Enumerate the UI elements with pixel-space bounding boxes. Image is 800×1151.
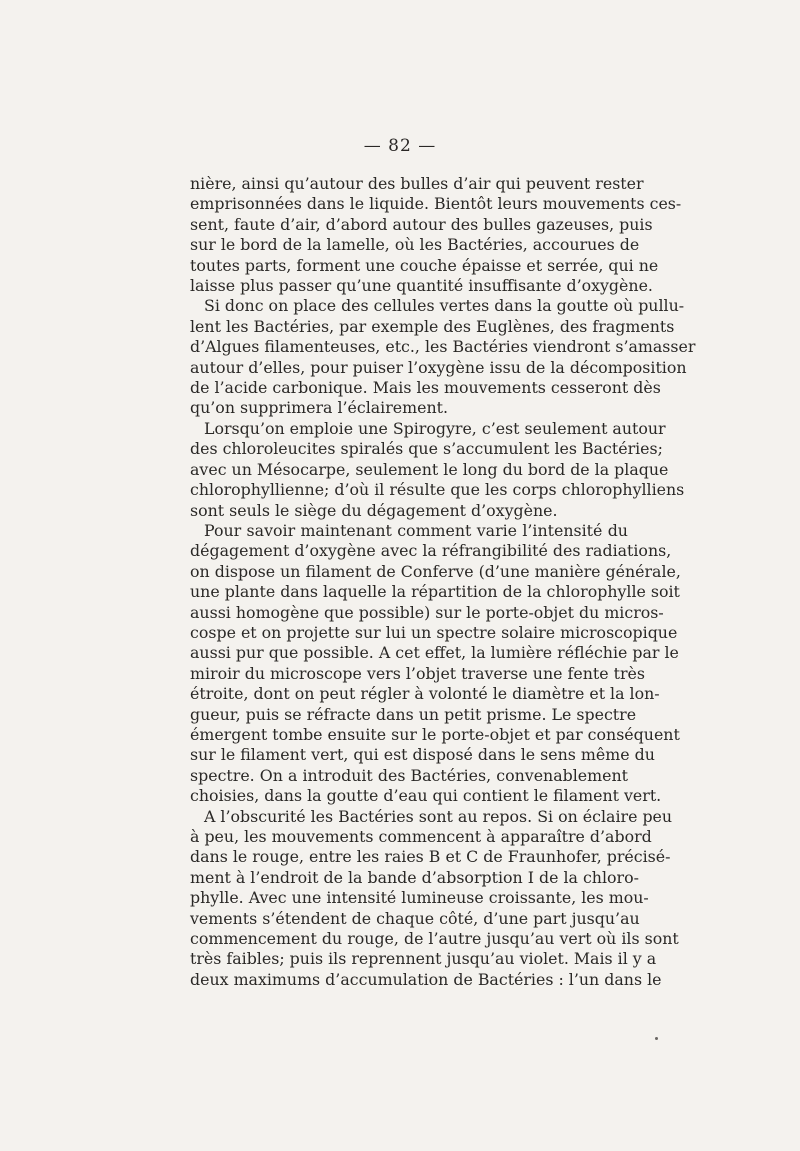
text-line: choisies, dans la goutte d’eau qui contient le filament vert.: [190, 786, 662, 806]
text-line: à peu, les mouvements commencent à apparaître d’abord: [190, 827, 652, 846]
text-line: spectre. On a introduit des Bactéries, convenablement: [190, 765, 628, 785]
text-line: vements s’étendent de chaque côté, d’une part jusqu’au: [190, 908, 640, 928]
text-line: qu’on supprimera l’éclairement.: [190, 398, 449, 418]
text-line: toutes parts, forment une couche épaisse et serrée, qui ne: [190, 255, 659, 275]
text-line: phylle. Avec une intensité lumineuse croissante, les mou-: [190, 888, 649, 908]
text-line: de l’acide carbonique. Mais les mouvements cesseront dès: [190, 378, 661, 398]
text-line: une plante dans laquelle la répartition de la chlorophylle soit: [190, 582, 680, 602]
text-line: Pour savoir maintenant comment varie l’intensité du: [204, 520, 628, 540]
body-text: [190, 174, 696, 990]
paper-speck: [655, 1037, 658, 1040]
text-line: Lorsqu’on emploie une Spirogyre, c’est seulement autour: [204, 418, 666, 438]
text-line: ment à l’endroit de la bande d’absorption I de la chloro-: [190, 867, 639, 887]
text-line: A l’obscurité les Bactéries sont au repos. Si on éclaire peu: [204, 806, 673, 826]
text-line: lent les Bactéries, par exemple des Euglènes, des fragments: [190, 316, 675, 336]
text-line: étroite, dont on peut régler à volonté le diamètre et la lon-: [190, 684, 660, 704]
text-line: aussi pur que possible. A cet effet, la lumière réfléchie par le: [190, 643, 679, 663]
text-line: sent, faute d’air, d’abord autour des bulles gazeuses, puis: [190, 214, 653, 234]
text-line: miroir du microscope vers l’objet traverse une fente très: [190, 663, 645, 683]
text-line: Si donc on place des cellules vertes dans la goutte où pullu-: [204, 296, 685, 316]
text-line: nière, ainsi qu’autour des bulles d’air qui peuvent rester: [190, 174, 644, 193]
text-line: gueur, puis se réfracte dans un petit prisme. Le spectre: [190, 704, 637, 724]
text-line: chlorophyllienne; d’où il résulte que les corps chlorophylliens: [190, 480, 685, 500]
text-line: très faibles; puis ils reprennent jusqu’au violet. Mais il y a: [190, 949, 657, 969]
text-line: sont seuls le siège du dégagement d’oxygène.: [190, 500, 558, 520]
text-line: laisse plus passer qu’une quantité insuffisante d’oxygène.: [190, 276, 653, 296]
text-line: sur le bord de la lamelle, où les Bactéries, accourues de: [190, 235, 640, 255]
text-line: emprisonnées dans le liquide. Bientôt leurs mouvements ces-: [190, 194, 682, 214]
text-line: dégagement d’oxygène avec la réfrangibilité des radiations,: [190, 541, 672, 561]
text-line: sur le filament vert, qui est disposé dans le sens même du: [190, 745, 655, 765]
text-line: des chloroleucites spiralés que s’accumulent les Bactéries;: [190, 439, 663, 459]
text-line: on dispose un filament de Conferve (d’une manière générale,: [190, 561, 681, 581]
text-line: autour d’elles, pour puiser l’oxygène issu de la décomposition: [190, 357, 687, 377]
text-line: deux maximums d’accumulation de Bactéries : l’un dans le: [190, 969, 662, 989]
text-line: commencement du rouge, de l’autre jusqu’au vert où ils sont: [190, 929, 679, 949]
text-line: d’Algues filamenteuses, etc., les Bactéries viendront s’amasser: [190, 337, 696, 357]
text-line: avec un Mésocarpe, seulement le long du bord de la plaque: [190, 459, 669, 479]
page-number: — 82 —: [363, 136, 437, 156]
text-line: émergent tombe ensuite sur le porte-objet et par conséquent: [190, 724, 680, 744]
text-line: cospe et on projette sur lui un spectre solaire microscopique: [190, 622, 678, 642]
text-line: dans le rouge, entre les raies B et C de Fraunhofer, précisé-: [190, 847, 671, 867]
text-line: aussi homogène que possible) sur le porte-objet du micros-: [190, 602, 664, 622]
